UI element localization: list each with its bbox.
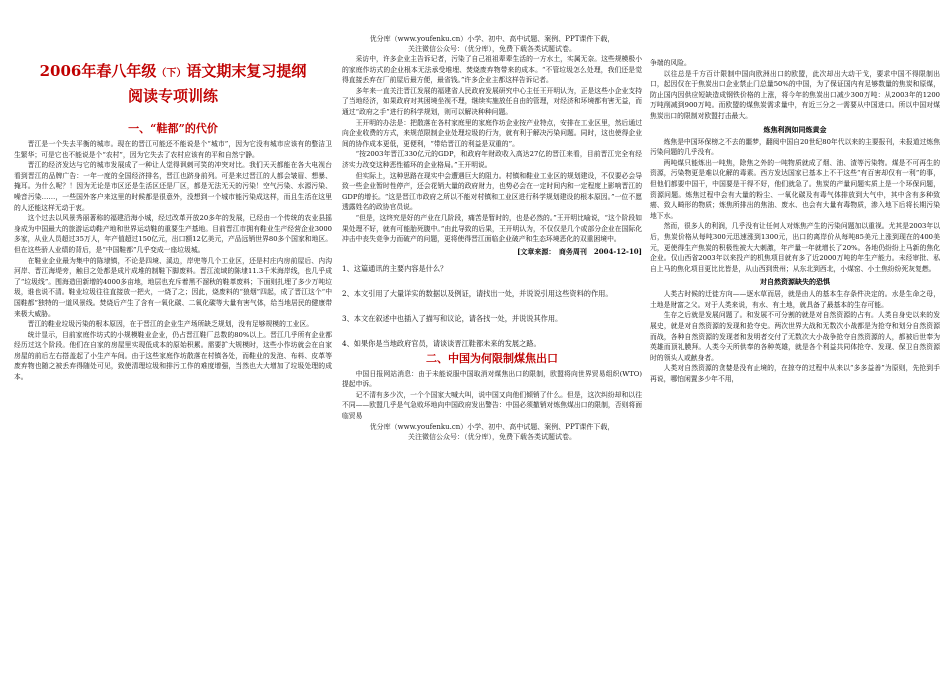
question: 4、如果你是当地政府官员，请谈谈晋江鞋都未来的发展之路。 [342,338,541,348]
paragraph: 人类对自然资源的贪婪是没有止境的，在掠夺的过程中从来以“多多益善”为原则，先抢到手再说，哪怕闲置多少年不用， [650,364,940,384]
paragraph: 两吨煤只能炼出一吨焦，除焦之外的一吨物质就成了烟、油、渣等污染物。煤是不可再生的资源，污染物更是难以化解的毒素。西方发达国家已基本上不干这些“有百害却仅有一利”的事，但他们都要中国干，中国要是干得不好，他们就急了。焦炭的产量问题实质上是一个环保问题，资源问题。炼焦过程中会有大量的粉尘、一氧化碳及有毒气体排放到大气中，其中含有多种致癌、致人畸形的物质；炼焦所排出的焦油、废水、也会有大量有毒物质，渗入地下后将长期污染地下水。 [650,158,940,220]
paragraph: 然而，很多人的利润，几乎没有让任何人对炼焦产生的污染问题加以重视。尤其是2003年以后，焦炭价格从每吨300元迅速涨到1300元，出口的离岸价从每吨85美元上涨到现在的400美元，更使得生产焦炭的积极性被大大刺激，年产量一年就增长了20%。各地仍纷纷上马新的焦化企业。仅山西省2003年以来投产的机焦项目就有多了近2000万吨的年生产能力。未经审批、私自上马的焦化项目更比比皆是，从山西到贵州；从东北到西北，小煤窑、小土焦纷纷死灰复燃。 [650,222,940,273]
question: 1、这篇通讯的主要内容是什么？ [342,263,448,273]
paragraph: 争端的风险。 [650,59,691,67]
column-left [14,58,332,383]
paragraph: 晋江是一个失去平衡的城市。现在的晋江可能还不能说是个“城市”，因为它没有城市应该有的整洁卫生繁华；可是它也不能说是个“农村”，因为它失去了农村应该有的平和自然宁静。 [14,140,332,159]
paragraph: 在鞋业企业最为集中的陈埭镇，不论是四境、溪边，岸兜等几个工业区，还是村庄内房前屋后、内沟河岸、晋江海堤旁，触目之处都是成片成堆的制鞋下脚废料。晋江流域的陈埭11.3千米海岸线，也几乎成了“垃圾线”。围海造田新增的4000多亩地，地层也充斥着黑不溜秋的鞋革废料；下面则扎埋了多少万吨垃圾，谁也说不清。鞋业垃圾往往直接放一把火，一烧了之；因此，烧废料的“狼烟”四起，成了晋江这个“中国鞋都”独特的一道风景线。焚烧后产生了含有一氧化碳、二氧化碳等大量有害气体，给当地居民的健康带来极大威胁。 [14,256,332,318]
title-rest: 语文期末复习提纲 [186,62,307,80]
paragraph: 中国日报网站消息：由于未能说服中国取消对煤焦出口的限制，欧盟将向世界贸易组织(WTO)提起申诉。 [342,369,642,389]
paragraph: 采访中，许多企业主告诉记者，污染了自己祖祖辈辈生活的一方水土，实属无奈。这些规模极小的家庭作坊式的企业根本无法承受堆埋、焚烧废弃物带来的成本。“不管垃圾怎么处理，我们还是觉得直接丢弃在厂前屋后最方便，最省钱。”许多企业主都这样告诉记者。 [342,55,642,85]
paragraph: 人类古时候的迁徙方向——逐水草而居，就是由人的基本生存条件决定的。水是生命之母，土地是财富之父。对于人类来说，有水、有土地，就具备了最基本的生存可能。 [650,290,940,309]
subheading: 炼焦利润如同炼黄金 [763,124,827,134]
paragraph: 晋江的鞋业垃圾污染的根本原因，在于晋江的企业生产场所缺乏规划，没有足够规模的工业区。 [27,320,314,329]
paragraph: 但实际上，这种思路在现实中会遭遇巨大的阻力。村镇和鞋业工业区的规划建设，不仅要必会导致一些企业暂时性停产，还会花销大量的政府财力，也势必会在一定时间内和一定程度上影响晋江的GDP的增长。“这是晋江市政府之所以不能对村镇和工业区进行科学规划建设的根本原因。”一位不愿透露姓名的政协官员说。 [342,171,642,212]
paragraph: 晋江的经济发达与它的城市发展成了一种让人觉得讽刺可笑的冲突对比。我们天天都能在各大电视台看到晋江的品牌广告：一年一度的全国经济排名，晋江也跻身前列。可是来过晋江的人都会皱眉、想暴、掩耳。为什么呢？！因为无论是市区还是生活区还是厂区，都是无法无天的污染！空气污染、水源污染、噪音污染……，一些国外客户来这里的时候都是很意外，没想到一个城市能污染成这样，而且生活在这里的人还能这样无动于衷。 [14,161,332,212]
paragraph: 记不清有多少次，一个个国家大喊大叫，说中国又向他们倾销了什么。但是，这次纠纷却和以往不同——欧盟几乎是气急败坏地向中国政府发出警告：中国必须撤销对炼焦煤出口的限制，否则将面临贸易 [342,390,642,421]
header-line: 优分库（www.youfenku.cn）小学、初中、高中试题、案例、PPT课件下载， [369,35,615,43]
paragraph: 这个过去以风景秀丽著称的福建沿海小城，经过改革开放20多年的发展，已经由一个传统的农业县摇身成为中国最大的旅游运动鞋产地和世界运动鞋的重要生产基地。目前晋江市拥有鞋业生产经营企业3000多家，从业人员超过35万人，年产值超过150亿元，出口额12亿美元，产品远销世界80多个国家和地区。但在这些骄人业绩的背后，是“中国鞋都”几乎变成一座垃圾城。 [14,214,332,254]
paragraph: 王开明的办法是：把散落在各村家庭里的家庭作坊企业按产业特点，安排在工业区里，然后通过向企业收费的方式，来规范限制企业处理垃圾的行为，就有利于解决污染问题。同时，这也使得企业间的协作成本更低，更便利，“带给晋江的利益是双重的”。 [342,118,642,148]
question: 2、本文引用了大量详实的数据以及例证，请找出一处，并说说引用这些资料的作用。 [342,288,613,298]
question: 3、本文在叙述中也插入了描写和议论，请各找一处，并说说其作用。 [342,313,563,323]
title-main: 2006年春八年级 [39,62,157,80]
header-line: 关注微信公众号：（优分库），免费下载各类试题试卷。 [408,45,576,53]
footer-line: 关注微信公众号：（优分库），免费下载各类试题试卷。 [408,432,576,441]
paragraph: 炼焦是中国环保榜之不去的噩梦，翻阅中国自20世纪80年代以来的主要报刊，未报道过炼焦污染问题的几乎没有。 [650,137,940,157]
article-source: [文章来源： 商务周刊 2004-12-10] [517,246,642,256]
document-title [14,60,332,85]
column-middle [342,0,642,442]
subheading: 对自然资源缺失的恐惧 [760,277,830,287]
title-grade-note: （下） [156,68,187,79]
footer-line: 优分库（www.youfenku.cn）小学、初中、高中试题、案例、PPT课件下载， [369,422,615,431]
paragraph: 多年来一直关注晋江发展的福建省人民政府发展研究中心主任王开明认为，正是这些小企业支持了当地经济，如果政府对其困境坐视不理，继续实施放任自由的管理，对经济和环境都有害无益，而通过“政府之手”进行的科学规划，则可以解决种种问题。 [342,86,642,116]
page-footer [342,422,642,442]
paragraph: “但是，这终究是好的产业在几阶段，痛苦是暂时的，也是必然的。”王开明比喻说，“这个阶段如果处理不好，就有可能胎死腹中。”由此导致的后果，王开明认为，不仅仅是几个或部分企业在国际化冲击中丧失竞争力而破产的问题，更将使得晋江面临企业破产和生态环境恶化的双重困境中。 [342,213,642,244]
section2-heading: 二、中国为何限制煤焦出口 [426,351,558,365]
paragraph: 统计显示，目前家庭作坊式的小规模鞋业企业，仍占晋江鞋厂总数的80%以上。晋江几乎所有企业都经历过这个阶段。他们在自家的房屋里实现低成本的原始积累。需要扩大规模时，这些小作坊就会在自家房屋的前后左右搭盖起了小生产车间。由于这些家庭作坊散落在村镇各处，而鞋业的发泡、布料、皮革等废弃物也随之被丢弃得随处可见，致使清理垃圾和排污工作的难度增强，当然也大大增加了垃圾处理的成本。 [14,330,332,382]
document-subtitle: 阅读专项训练 [127,87,218,105]
paragraph: “按2003年晋江330亿元的GDP，和政府年财政收入高达27亿的晋江来看，目前晋江完全有经济实力改变这种恶性循环的企业格局。”王开明说。 [342,150,642,169]
page-header [342,34,642,54]
column-right [650,58,940,385]
paragraph: 生存之后就是发展问题了。和发展不可分割的就是对自然资源的占有。人类自身史以来的发展史，就是对自然资源的发现和抢夺史。两次世界大战和无数次小战都是为抢夺和划分自然资源而战，各种自然资源的发现者和发明者交付了无数次大小战争抢夺自然资源的人，都被后世奉为英雄而顶礼膜拜。人类今天所供奉的各种英雄，就是各个利益共同体抢夺、发现、保卫自然资源时的领头人或献身者。 [650,311,940,362]
paragraph: 以往总是千方百计限制中国向欧洲出口的欧盟，此次却出大动干戈，要求中国不得限制出口，起因仅在于焦炭出口企业禁止门总量50%的中国，为了保证国内有足够数量的焦炭和原煤，防止国内因供应短缺造成钢铁价格的上涨，将今年的焦炭出口减少300万吨：从2003年的1200万吨削减到900万吨。而欧盟的煤焦炭需求量中，有近三分之一需要从中国进口。所以中国对煤焦炭出口的限制对欧盟打击最大。 [650,69,940,120]
section1-heading: 一、“鞋都”的代价 [128,122,218,135]
